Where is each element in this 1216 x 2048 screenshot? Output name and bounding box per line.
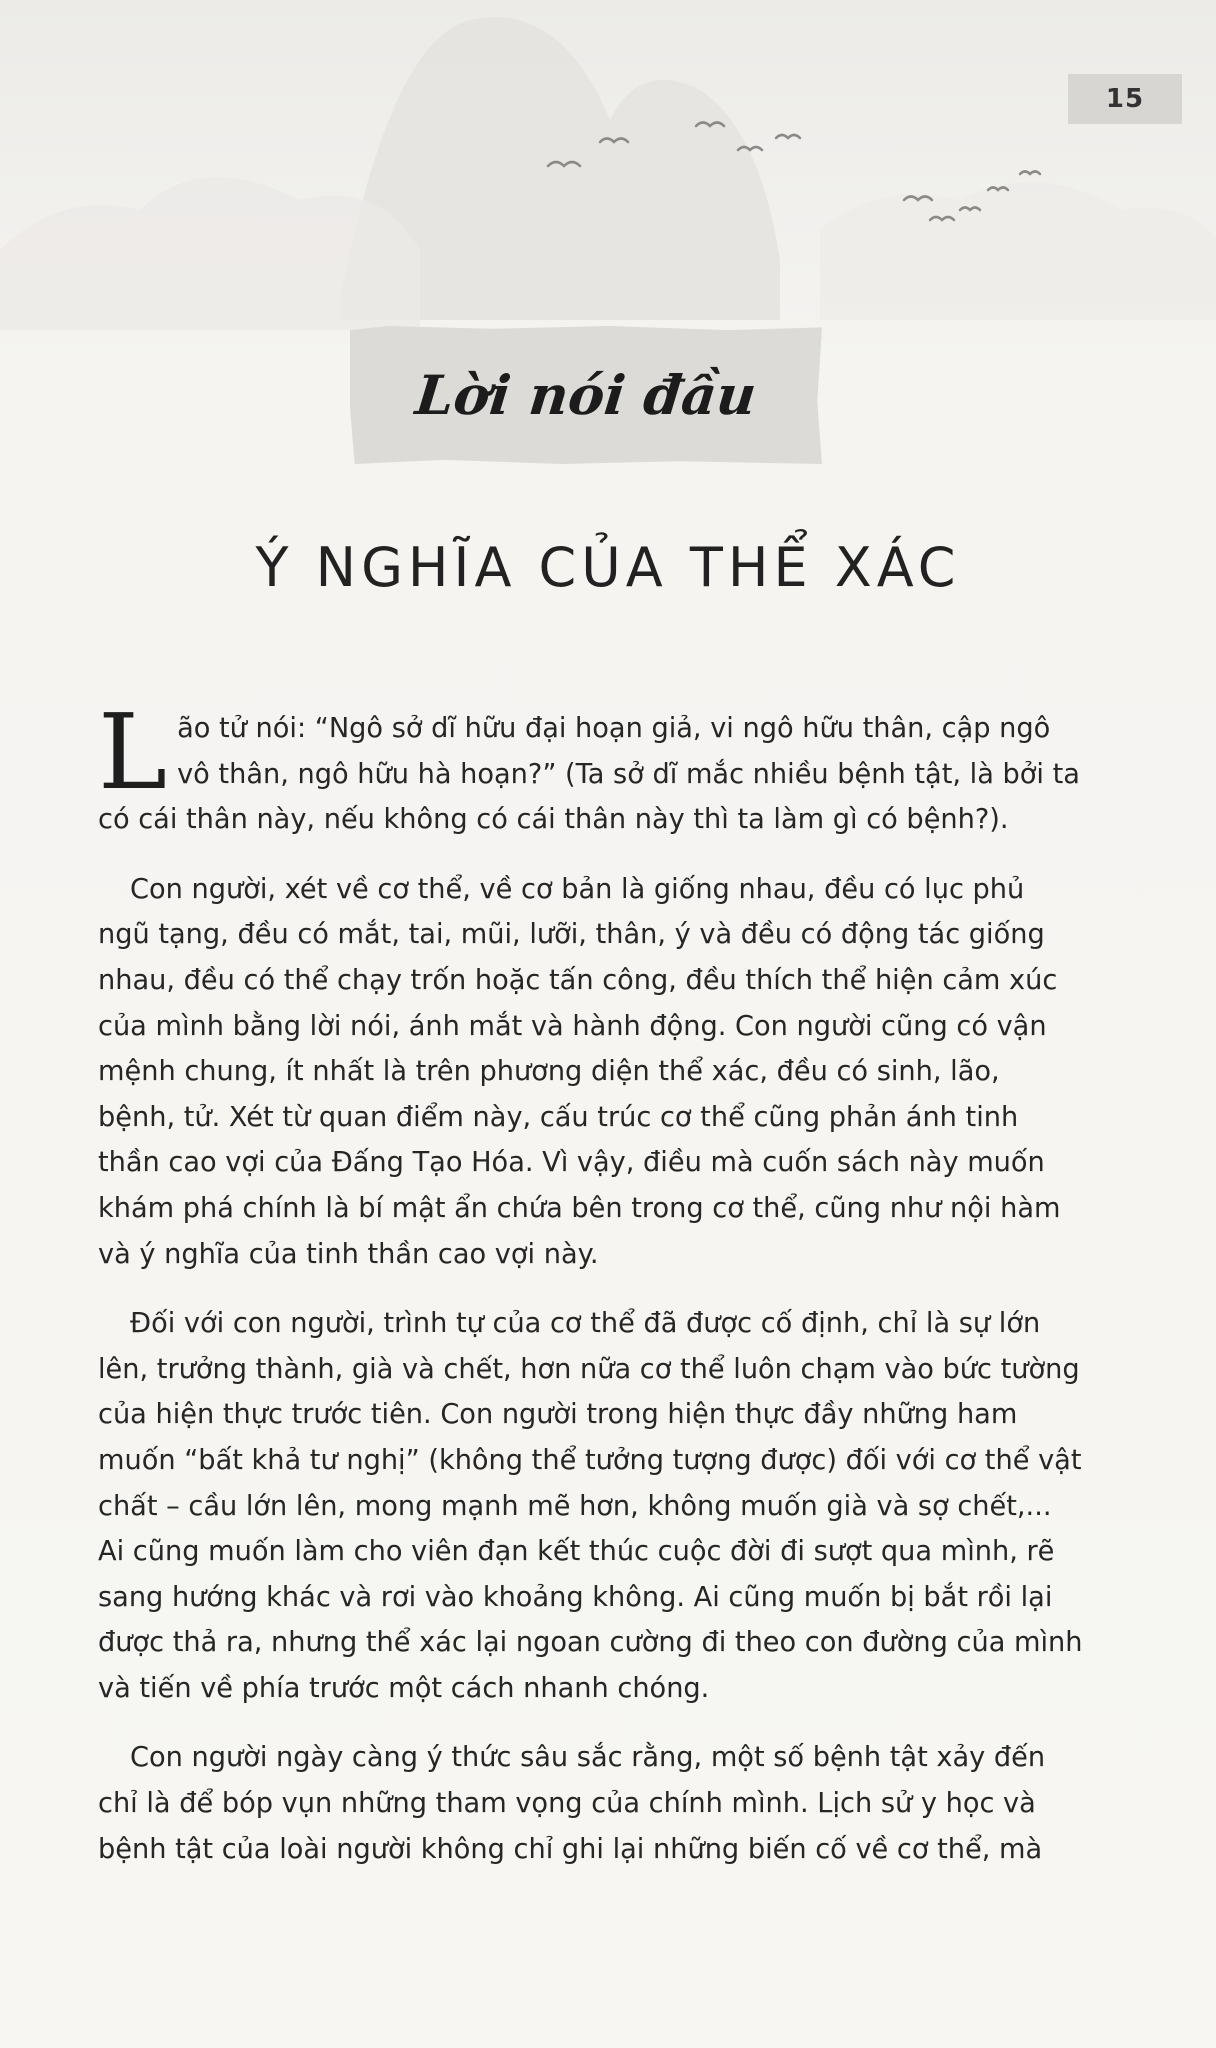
chapter-title: Ý NGHĨA CỦA THỂ XÁC bbox=[255, 536, 961, 599]
paragraph-2: Con người, xét về cơ thể, về cơ bản là giống nhau, đều có lục phủ ngũ tạng, đều có mắt, tai, mũi, lưỡi, thân, ý và đều có động tác giống nhau, đều có thể chạy trốn hoặc tấn công, đều thích thể hiện cảm xúc của mình bằng lời nói, ánh mắt và hành động. Con người cũng có vận mệnh chung, ít nhất là trên phương diện thể xác, đều có sinh, lão, bệnh, tử. Xét từ quan điểm này, cấu trúc cơ thể cũng phản ánh tinh thần cao vợi của Đấng Tạo Hóa. Vì vậy, điều mà cuốn sách này muốn khám phá chính là bí mật ẩn chứa bên trong cơ thể, cũng như nội hàm và ý nghĩa của tinh thần cao vợi này. bbox=[98, 873, 1061, 1270]
paragraph-4: Con người ngày càng ý thức sâu sắc rằng, một số bệnh tật xảy đến chỉ là để bóp vụn những tham vọng của chính mình. Lịch sử y học và bệnh tật của loài người không chỉ ghi lại những biến cố về cơ thể, mà bbox=[98, 1742, 1046, 1865]
paragraph-1-text: ão tử nói: “Ngô sở dĩ hữu đại hoạn giả, vi ngô hữu thân, cập ngô vô thân, ngô hữu hà hoạn?” (Ta sở dĩ mắc nhiều bệnh tật, là bởi ta có cái thân này, nếu không có cái thân này thì ta làm gì có bệnh?). bbox=[98, 713, 1080, 836]
birds-icon bbox=[548, 123, 1040, 221]
cloud-shape-right bbox=[820, 182, 1216, 320]
body-text bbox=[98, 691, 1084, 1896]
section-label: Lời nói đầu bbox=[412, 363, 760, 427]
page-number: 15 bbox=[1105, 84, 1145, 114]
dropcap-letter: L bbox=[98, 691, 168, 813]
paragraph-3: Đối với con người, trình tự của cơ thể đã được cố định, chỉ là sự lớn lên, trưởng thành, già và chết, hơn nữa cơ thể luôn chạm vào bức tường của hiện thực trước tiên. Con người trong hiện thực đầy những ham muốn “bất khả tư nghị” (không thể tưởng tượng được) đối với cơ thể vật chất – cầu lớn lên, mong mạnh mẽ hơn, không muốn già và sợ chết,... Ai cũng muốn làm cho viên đạn kết thúc cuộc đời đi sượt qua mình, rẽ sang hướng khác và rơi vào khoảng không. Ai cũng muốn bị bắt rồi lại được thả ra, nhưng thể xác lại ngoan cường đi theo con đường của mình và tiến về phía trước một cách nhanh chóng. bbox=[98, 1308, 1083, 1704]
cloud-shape bbox=[0, 177, 420, 330]
mountain-shape bbox=[340, 17, 780, 320]
page-number-box bbox=[1068, 74, 1182, 124]
paragraph-1 bbox=[98, 691, 1084, 843]
